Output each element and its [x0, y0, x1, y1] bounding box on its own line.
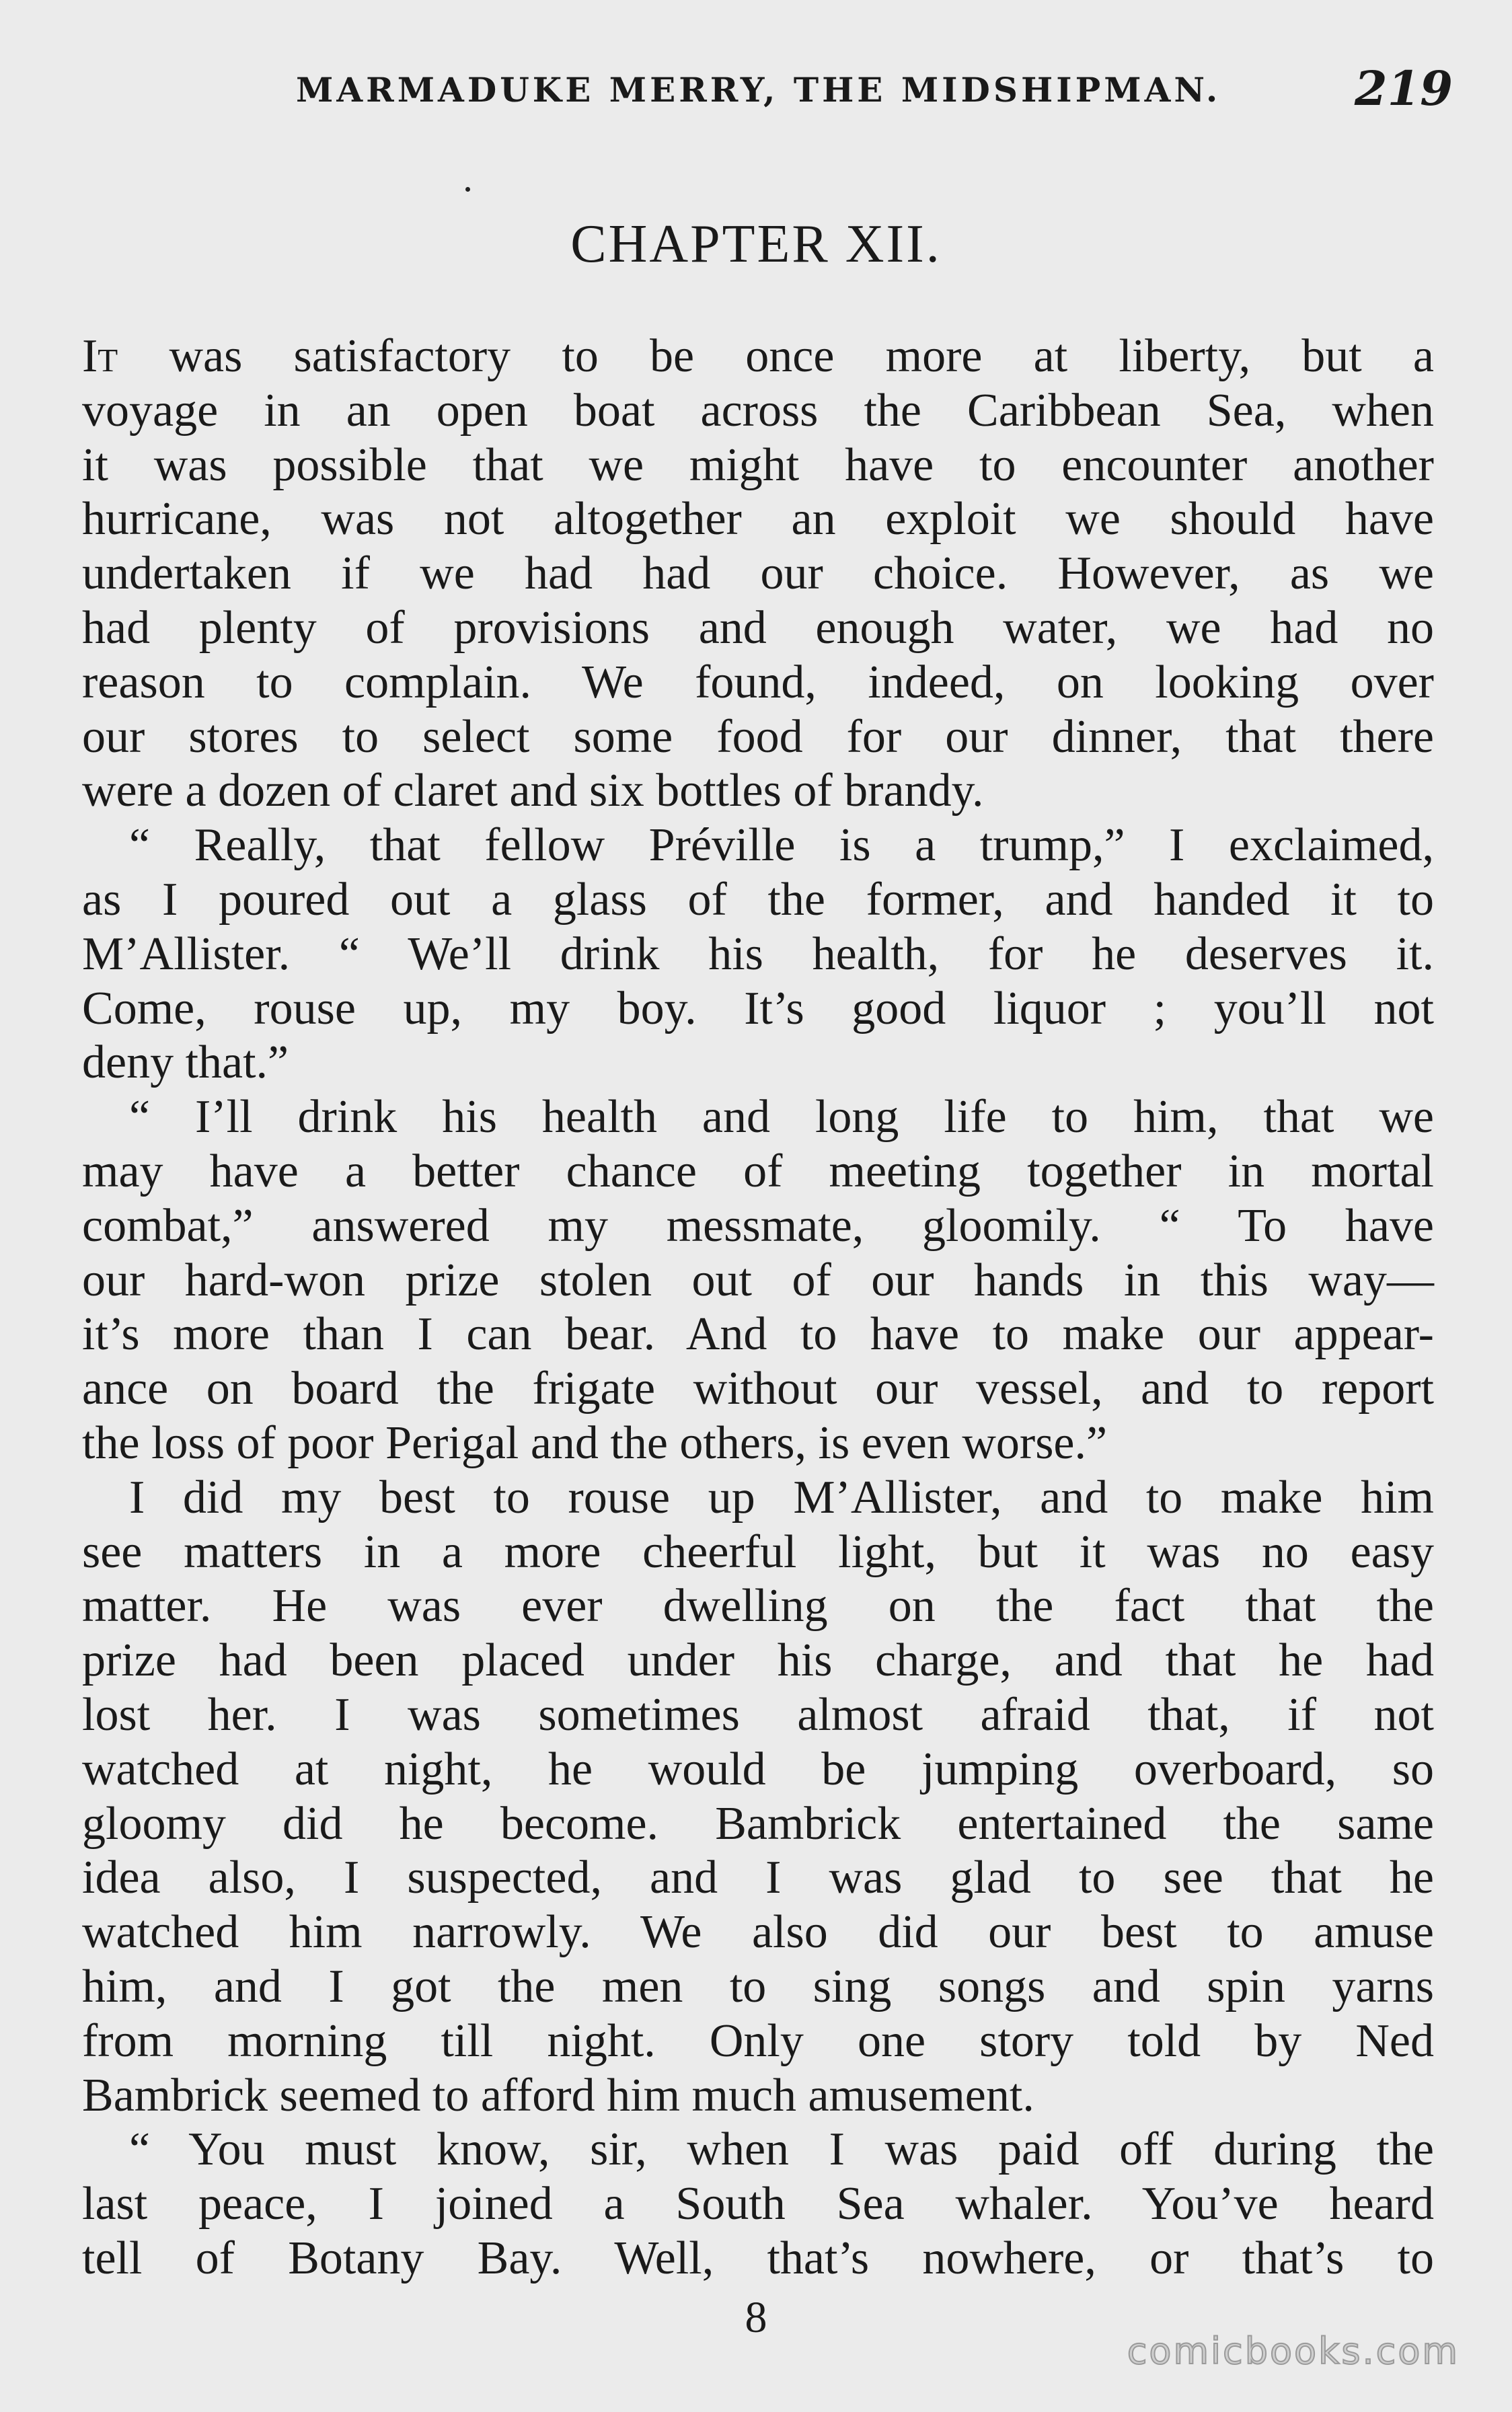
running-head [269, 61, 1453, 118]
text-line: hurricane, was not altogether an exploit we should have [82, 493, 1434, 545]
text-line: M’Allister. “ We’ll drink his health, for he deserves it. [82, 928, 1434, 980]
text-line: ance on board the frigate without our vessel, and to report [82, 1363, 1434, 1415]
signature-mark: 8 [745, 2293, 767, 2342]
text-line: prize had been placed under his charge, and that he had [82, 1634, 1434, 1687]
text-line: last peace, I joined a South Sea whaler. You’ve heard [82, 2178, 1434, 2230]
body-text [82, 330, 1434, 2286]
ink-speck [465, 187, 470, 192]
text-line: deny that.” [82, 1037, 289, 1089]
text-line: reason to complain. We found, indeed, on looking over [82, 656, 1434, 708]
text-line: our stores to select some food for our dinner, that there [82, 710, 1434, 763]
text-line: undertaken if we had had our choice. However, as we [82, 548, 1434, 600]
text-line: watched at night, he would be jumping overboard, so [82, 1743, 1434, 1795]
text-line: see matters in a more cheerful light, but it was no easy [82, 1525, 1434, 1578]
paragraph-5 [82, 2123, 1434, 2286]
text-line: the loss of poor Perigal and the others, is even worse.” [82, 1417, 1108, 1469]
text-line: “ You must know, sir, when I was paid off during the [129, 2123, 1434, 2176]
paragraph-1 [82, 330, 1434, 819]
text-line: watched him narrowly. We also did our best to amuse [82, 1906, 1434, 1959]
text-line: I did my best to rouse up M’Allister, and to make him [129, 1471, 1434, 1523]
text-line: had plenty of provisions and enough water, we had no [82, 601, 1434, 654]
text-line: tell of Botany Bay. Well, that’s nowhere, or that’s to [82, 2232, 1434, 2284]
text-line: from morning till night. Only one story told by Ned [82, 2014, 1434, 2067]
text-line: may have a better chance of meeting together in mortal [82, 1145, 1434, 1197]
text-line: him, and I got the men to sing songs and spin yarns [82, 1960, 1434, 2012]
text-line: voyage in an open boat across the Caribbean Sea, when [82, 384, 1434, 437]
text-line: “ Really, that fellow Préville is a trump,” I exclaimed, [129, 819, 1434, 872]
text-line: as I poured out a glass of the former, and handed it to [82, 873, 1434, 926]
paragraph-4 [82, 1471, 1434, 2123]
text-line: Come, rouse up, my boy. It’s good liquor ; you’ll not [82, 982, 1434, 1034]
running-head-title: MARMADUKE MERRY, THE MIDSHIPMAN. [296, 70, 1221, 110]
chapter-heading: CHAPTER XII. [570, 215, 942, 274]
text-line: gloomy did he become. Bambrick entertained the same [82, 1797, 1434, 1850]
text-line: idea also, I suspected, and I was glad to see that he [82, 1852, 1434, 1904]
watermark: comicbooks.com [1127, 2330, 1460, 2372]
page-number: 219 [1354, 61, 1453, 116]
text-line: lost her. I was sometimes almost afraid that, if not [82, 1688, 1434, 1741]
paragraph-2 [82, 819, 1434, 1090]
dropword: It [82, 330, 118, 382]
paragraph-3 [82, 1090, 1434, 1471]
text-line: were a dozen of claret and six bottles of brandy. [82, 765, 984, 817]
text-line: It was satisfactory to be once more at liberty, but a [82, 330, 1434, 382]
text-line: Bambrick seemed to afford him much amusement. [82, 2069, 1034, 2121]
text-line: “ I’ll drink his health and long life to him, that we [129, 1091, 1434, 1143]
text-line: it was possible that we might have to encounter another [82, 439, 1434, 491]
text-line: it’s more than I can bear. And to have to make our appear- [82, 1308, 1434, 1361]
text-line: our hard-won prize stolen out of our hands in this way— [82, 1254, 1434, 1306]
text-line: matter. He was ever dwelling on the fact that the [82, 1580, 1434, 1632]
text-line: combat,” answered my messmate, gloomily. “ To have [82, 1199, 1434, 1252]
